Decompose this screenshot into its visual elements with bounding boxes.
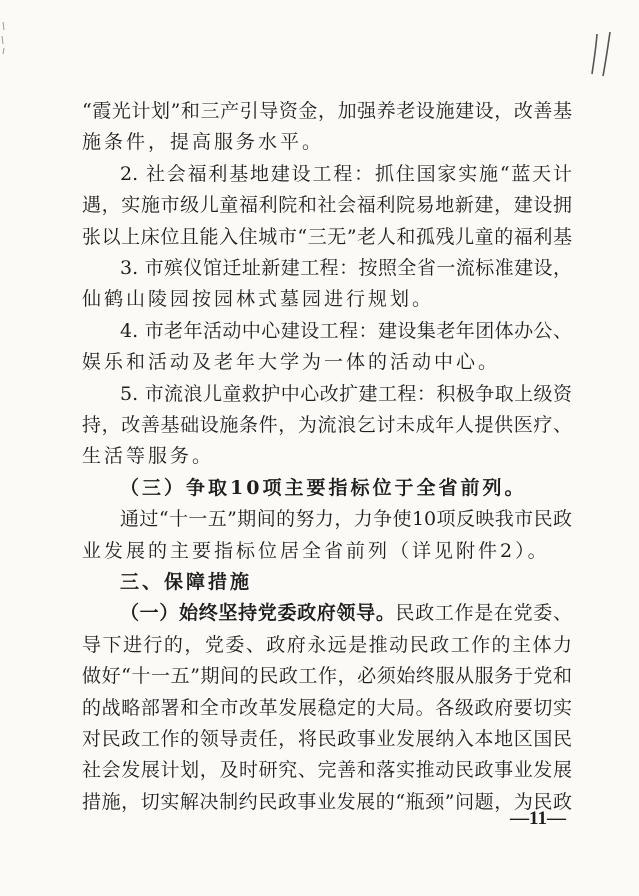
text-segment: 张以上床位且能入住城市“三无”老人和孤残儿童的福利基 [82, 225, 572, 248]
text-line [82, 193, 572, 217]
scan-edge-mark [0, 20, 10, 60]
text-line [82, 727, 572, 751]
text-segment: 2. 社会福利基地建设工程：抓住国家实施“蓝天计 [120, 162, 572, 185]
text-line [120, 162, 572, 186]
text-line [82, 539, 572, 563]
text-segment: 娱乐和活动及老年大学为一体的活动中心。 [82, 351, 501, 374]
text-line [82, 99, 572, 123]
text-line [120, 601, 572, 625]
text-line [82, 696, 572, 720]
text-segment: 遇，实施市级儿童福利院和社会福利院易地新建，建设拥 [82, 194, 572, 217]
text-line [82, 664, 572, 688]
text-segment: 对民政工作的领导责任，将民政事业发展纳入本地区国民 [82, 728, 572, 750]
text-line [120, 256, 572, 280]
text-line [120, 382, 572, 406]
text-line [82, 444, 572, 468]
text-segment: 措施，切实解决制约民政事业发展的“瓶颈”问题，为民政 [82, 790, 572, 813]
text-segment: 4. 市老年活动中心建设工程：建设集老年团体办公、 [120, 319, 572, 342]
bold-heading-text: （一）始终坚持党委政府领导。 [120, 602, 396, 625]
text-line [82, 225, 572, 249]
text-line [82, 350, 572, 374]
text-segment: 做好“十一五”期间的民政工作，必须始终服从服务于党和 [82, 665, 572, 688]
text-line [82, 413, 572, 437]
handwritten-mark [588, 30, 618, 80]
text-segment: 的战略部署和全市改革发展稳定的大局。各级政府要切实 [82, 696, 572, 719]
text-segment: 3. 市殡仪馆迁址新建工程：按照全省一流标准建设， [120, 257, 572, 279]
page-number: —11— [510, 808, 566, 829]
text-segment: 施条件，提高服务水平。 [82, 131, 325, 154]
text-line [82, 287, 572, 311]
bold-heading-text: （三）争取10项主要指标位于全省前列。 [120, 476, 527, 499]
text-line [82, 758, 572, 782]
text-segment: “霞光计划”和三产引导资金，加强养老设施建设，改善基 [82, 100, 572, 122]
text-segment: 仙鹤山陵园按园林式墓园进行规划。 [82, 288, 435, 311]
bold-heading-text: 三、保障措施 [120, 571, 253, 593]
text-line [120, 570, 572, 594]
text-segment: 民政工作是在党委、 [395, 602, 572, 625]
text-segment: 通过“十一五”期间的努力，力争使10项反映我市民政 [120, 508, 572, 531]
text-line [82, 633, 572, 657]
text-segment: 5. 市流浪儿童救护中心改扩建工程：积极争取上级资 [120, 382, 572, 405]
text-line [120, 476, 572, 500]
text-segment: 导下进行的，党委、政府永远是推动民政工作的主体力 [82, 633, 572, 656]
text-line [82, 790, 572, 814]
text-line [120, 319, 572, 343]
text-line [82, 130, 572, 154]
text-segment: 业发展的主要指标位居全省前列（详见附件2）。 [82, 539, 550, 562]
text-segment: 持，改善基础设施条件，为流浪乞讨未成年人提供医疗、 [82, 414, 572, 436]
text-segment: 社会发展计划，及时研究、完善和落实推动民政事业发展 [82, 759, 572, 782]
text-segment: 生活等服务。 [82, 445, 215, 468]
text-line [120, 507, 572, 531]
